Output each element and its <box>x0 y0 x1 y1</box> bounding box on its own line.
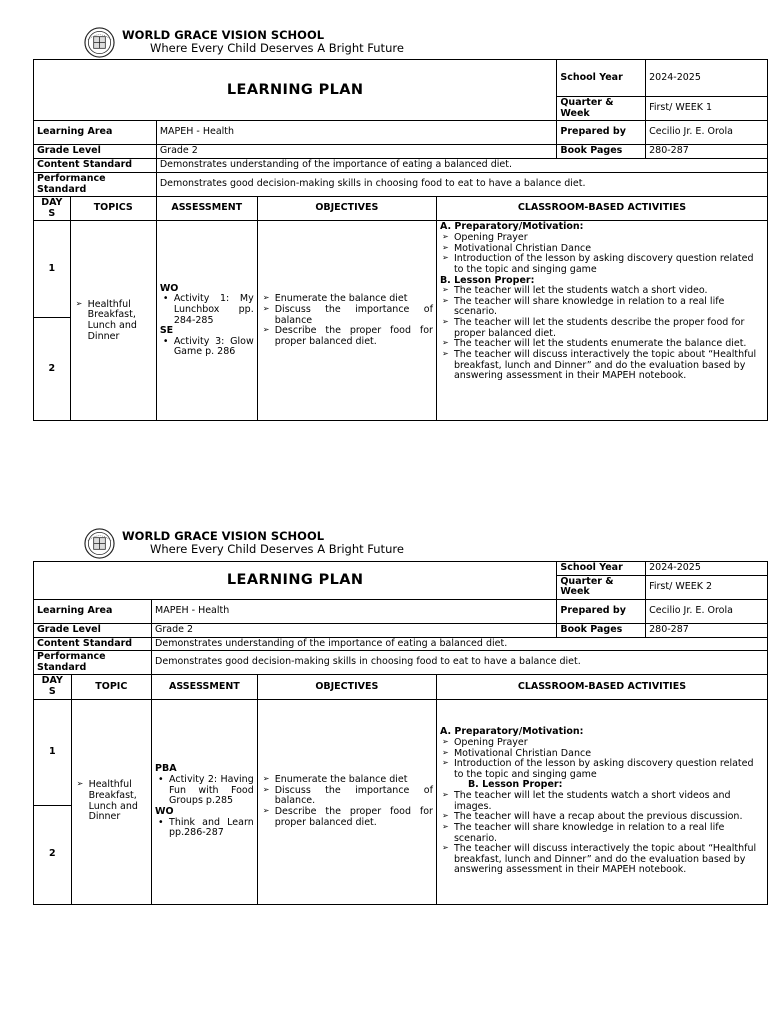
assessment-group-head: SE <box>159 325 174 337</box>
book-pages-value: 280-287 <box>646 145 768 159</box>
performance-standard-label: Performance Standard <box>34 172 157 196</box>
day-number: 2 <box>34 318 71 421</box>
activities-cell <box>436 699 767 904</box>
school-year-value: 2024-2025 <box>646 60 768 97</box>
learning-area-label: Learning Area <box>34 599 152 623</box>
content-standard-value: Demonstrates understanding of the importance of eating a balanced diet. <box>156 159 767 173</box>
assessment-item: • Activity 2: Having Fun with Food Groups p.285 <box>155 775 254 807</box>
assessment-item: • Think and Learn pp.286-287 <box>155 818 254 839</box>
activity-section-head: B. Lesson Proper: <box>439 274 535 286</box>
prepared-by-label: Prepared by <box>557 121 646 145</box>
activity-item: ➢ Motivational Christian Dance <box>440 749 764 760</box>
learning-plan-table <box>33 561 768 905</box>
learning-plan-table <box>33 59 768 421</box>
learning-area-value: MAPEH - Health <box>152 599 557 623</box>
performance-standard-value: Demonstrates good decision-making skills in choosing food to eat to have a balance diet. <box>156 172 767 196</box>
objective-item: ➢ Describe the proper food for proper balanced diet. <box>261 326 433 347</box>
topic-header: TOPIC <box>71 675 151 699</box>
activities-header: CLASSROOM-BASED ACTIVITIES <box>436 197 767 221</box>
assessment-group-head: WO <box>159 282 179 294</box>
school-header <box>84 27 584 57</box>
quarter-week-value: First/ WEEK 2 <box>646 575 768 599</box>
performance-standard-label: Performance Standard <box>34 651 152 675</box>
school-motto: Where Every Child Deserves A Bright Future <box>150 542 404 556</box>
objective-item: ➢ Enumerate the balance diet <box>261 775 433 786</box>
activity-item: ➢ Introduction of the lesson by asking discovery question related to the topic and singing game <box>440 254 764 275</box>
school-seal-icon <box>84 27 115 58</box>
school-seal-icon <box>84 528 115 559</box>
assessment-item: • Activity 1: My Lunchbox pp. 284-285 <box>160 294 254 326</box>
assessment-group-head: PBA <box>155 763 177 775</box>
topic-cell <box>71 699 151 904</box>
activity-item: ➢ Opening Prayer <box>440 738 764 749</box>
assessment-item: • Activity 3: Glow Game p. 286 <box>160 337 254 358</box>
content-standard-label: Content Standard <box>34 159 157 173</box>
activity-item: ➢ The teacher will let the students enumerate the balance diet. <box>440 339 764 350</box>
topic-item: ➢ Healthful Breakfast, Lunch and Dinner <box>75 780 148 823</box>
school-year-label: School Year <box>557 562 646 576</box>
topic-item: ➢ Healthful Breakfast, Lunch and Dinner <box>74 300 153 343</box>
page-title: LEARNING PLAN <box>34 60 557 121</box>
activity-item: ➢ The teacher will let the students describe the proper food for proper balanced diet. <box>440 318 764 339</box>
quarter-week-value: First/ WEEK 1 <box>646 97 768 121</box>
objectives-header: OBJECTIVES <box>257 675 436 699</box>
book-pages-value: 280-287 <box>646 623 768 637</box>
school-name: WORLD GRACE VISION SCHOOL <box>122 529 325 543</box>
quarter-week-label: Quarter & Week <box>557 97 646 121</box>
grade-level-value: Grade 2 <box>156 145 557 159</box>
objective-item: ➢ Describe the proper food for proper balanced diet. <box>261 807 433 828</box>
activity-item: ➢ The teacher will have a recap about the previous discussion. <box>440 812 764 823</box>
school-year-value: 2024-2025 <box>646 562 768 576</box>
activity-item: ➢ Opening Prayer <box>440 233 764 244</box>
content-standard-label: Content Standard <box>34 637 152 651</box>
days-header: DAY S <box>34 197 71 221</box>
learning-area-label: Learning Area <box>34 121 157 145</box>
school-year-label: School Year <box>557 60 646 97</box>
objective-item: ➢ Discuss the importance of balance. <box>261 786 433 807</box>
activity-section-head: A. Preparatory/Motivation: <box>439 221 584 233</box>
school-header <box>84 528 584 558</box>
day-number: 1 <box>34 699 72 805</box>
objectives-header: OBJECTIVES <box>257 197 436 221</box>
assessment-header: ASSESSMENT <box>152 675 258 699</box>
topics-header: TOPICS <box>70 197 156 221</box>
activity-section-head: A. Preparatory/Motivation: <box>439 726 584 738</box>
quarter-week-label: Quarter & Week <box>557 575 646 599</box>
activity-item: ➢ Motivational Christian Dance <box>440 244 764 255</box>
performance-standard-value: Demonstrates good decision-making skills in choosing food to eat to have a balance diet. <box>152 651 768 675</box>
objective-item: ➢ Enumerate the balance diet <box>261 294 433 305</box>
activity-item: ➢ The teacher will discuss interactively the topic about “Healthful breakfast, lunch and Dinner” and do the evaluation based by answering assessment in their MAPEH notebook. <box>440 844 764 876</box>
school-motto: Where Every Child Deserves A Bright Future <box>150 41 404 55</box>
objective-item: ➢ Discuss the importance of balance <box>261 305 433 326</box>
assessment-cell <box>152 699 258 904</box>
day-number: 2 <box>34 805 72 904</box>
activities-header: CLASSROOM-BASED ACTIVITIES <box>436 675 767 699</box>
activities-cell <box>436 221 767 421</box>
prepared-by-label: Prepared by <box>557 599 646 623</box>
prepared-by-value: Cecilio Jr. E. Orola <box>646 599 768 623</box>
topic-cell <box>70 221 156 421</box>
activity-item: ➢ Introduction of the lesson by asking discovery question related to the topic and singing game <box>440 759 764 780</box>
objectives-cell <box>257 699 436 904</box>
assessment-header: ASSESSMENT <box>156 197 257 221</box>
page-title: LEARNING PLAN <box>34 562 557 600</box>
activity-section-head: B. Lesson Proper: <box>467 779 563 791</box>
activity-item: ➢ The teacher will share knowledge in relation to a real life scenario. <box>440 823 764 844</box>
book-pages-label: Book Pages <box>557 623 646 637</box>
content-standard-value: Demonstrates understanding of the importance of eating a balanced diet. <box>152 637 768 651</box>
activity-item: ➢ The teacher will discuss interactively the topic about “Healthful breakfast, lunch and Dinner” and do the evaluation based by answering assessment in their MAPEH notebook. <box>440 350 764 382</box>
grade-level-label: Grade Level <box>34 623 152 637</box>
prepared-by-value: Cecilio Jr. E. Orola <box>646 121 768 145</box>
grade-level-label: Grade Level <box>34 145 157 159</box>
grade-level-value: Grade 2 <box>152 623 557 637</box>
days-header: DAY S <box>34 675 72 699</box>
learning-area-value: MAPEH - Health <box>156 121 557 145</box>
school-name: WORLD GRACE VISION SCHOOL <box>122 28 325 42</box>
assessment-cell <box>156 221 257 421</box>
day-number: 1 <box>34 221 71 318</box>
assessment-group-head: WO <box>155 805 174 817</box>
activity-item: ➢ The teacher will share knowledge in relation to a real life scenario. <box>440 297 764 318</box>
activity-item: ➢ The teacher will let the students watch a short videos and images. <box>440 791 764 812</box>
book-pages-label: Book Pages <box>557 145 646 159</box>
activity-item: ➢ The teacher will let the students watch a short video. <box>440 286 764 297</box>
objectives-cell <box>257 221 436 421</box>
